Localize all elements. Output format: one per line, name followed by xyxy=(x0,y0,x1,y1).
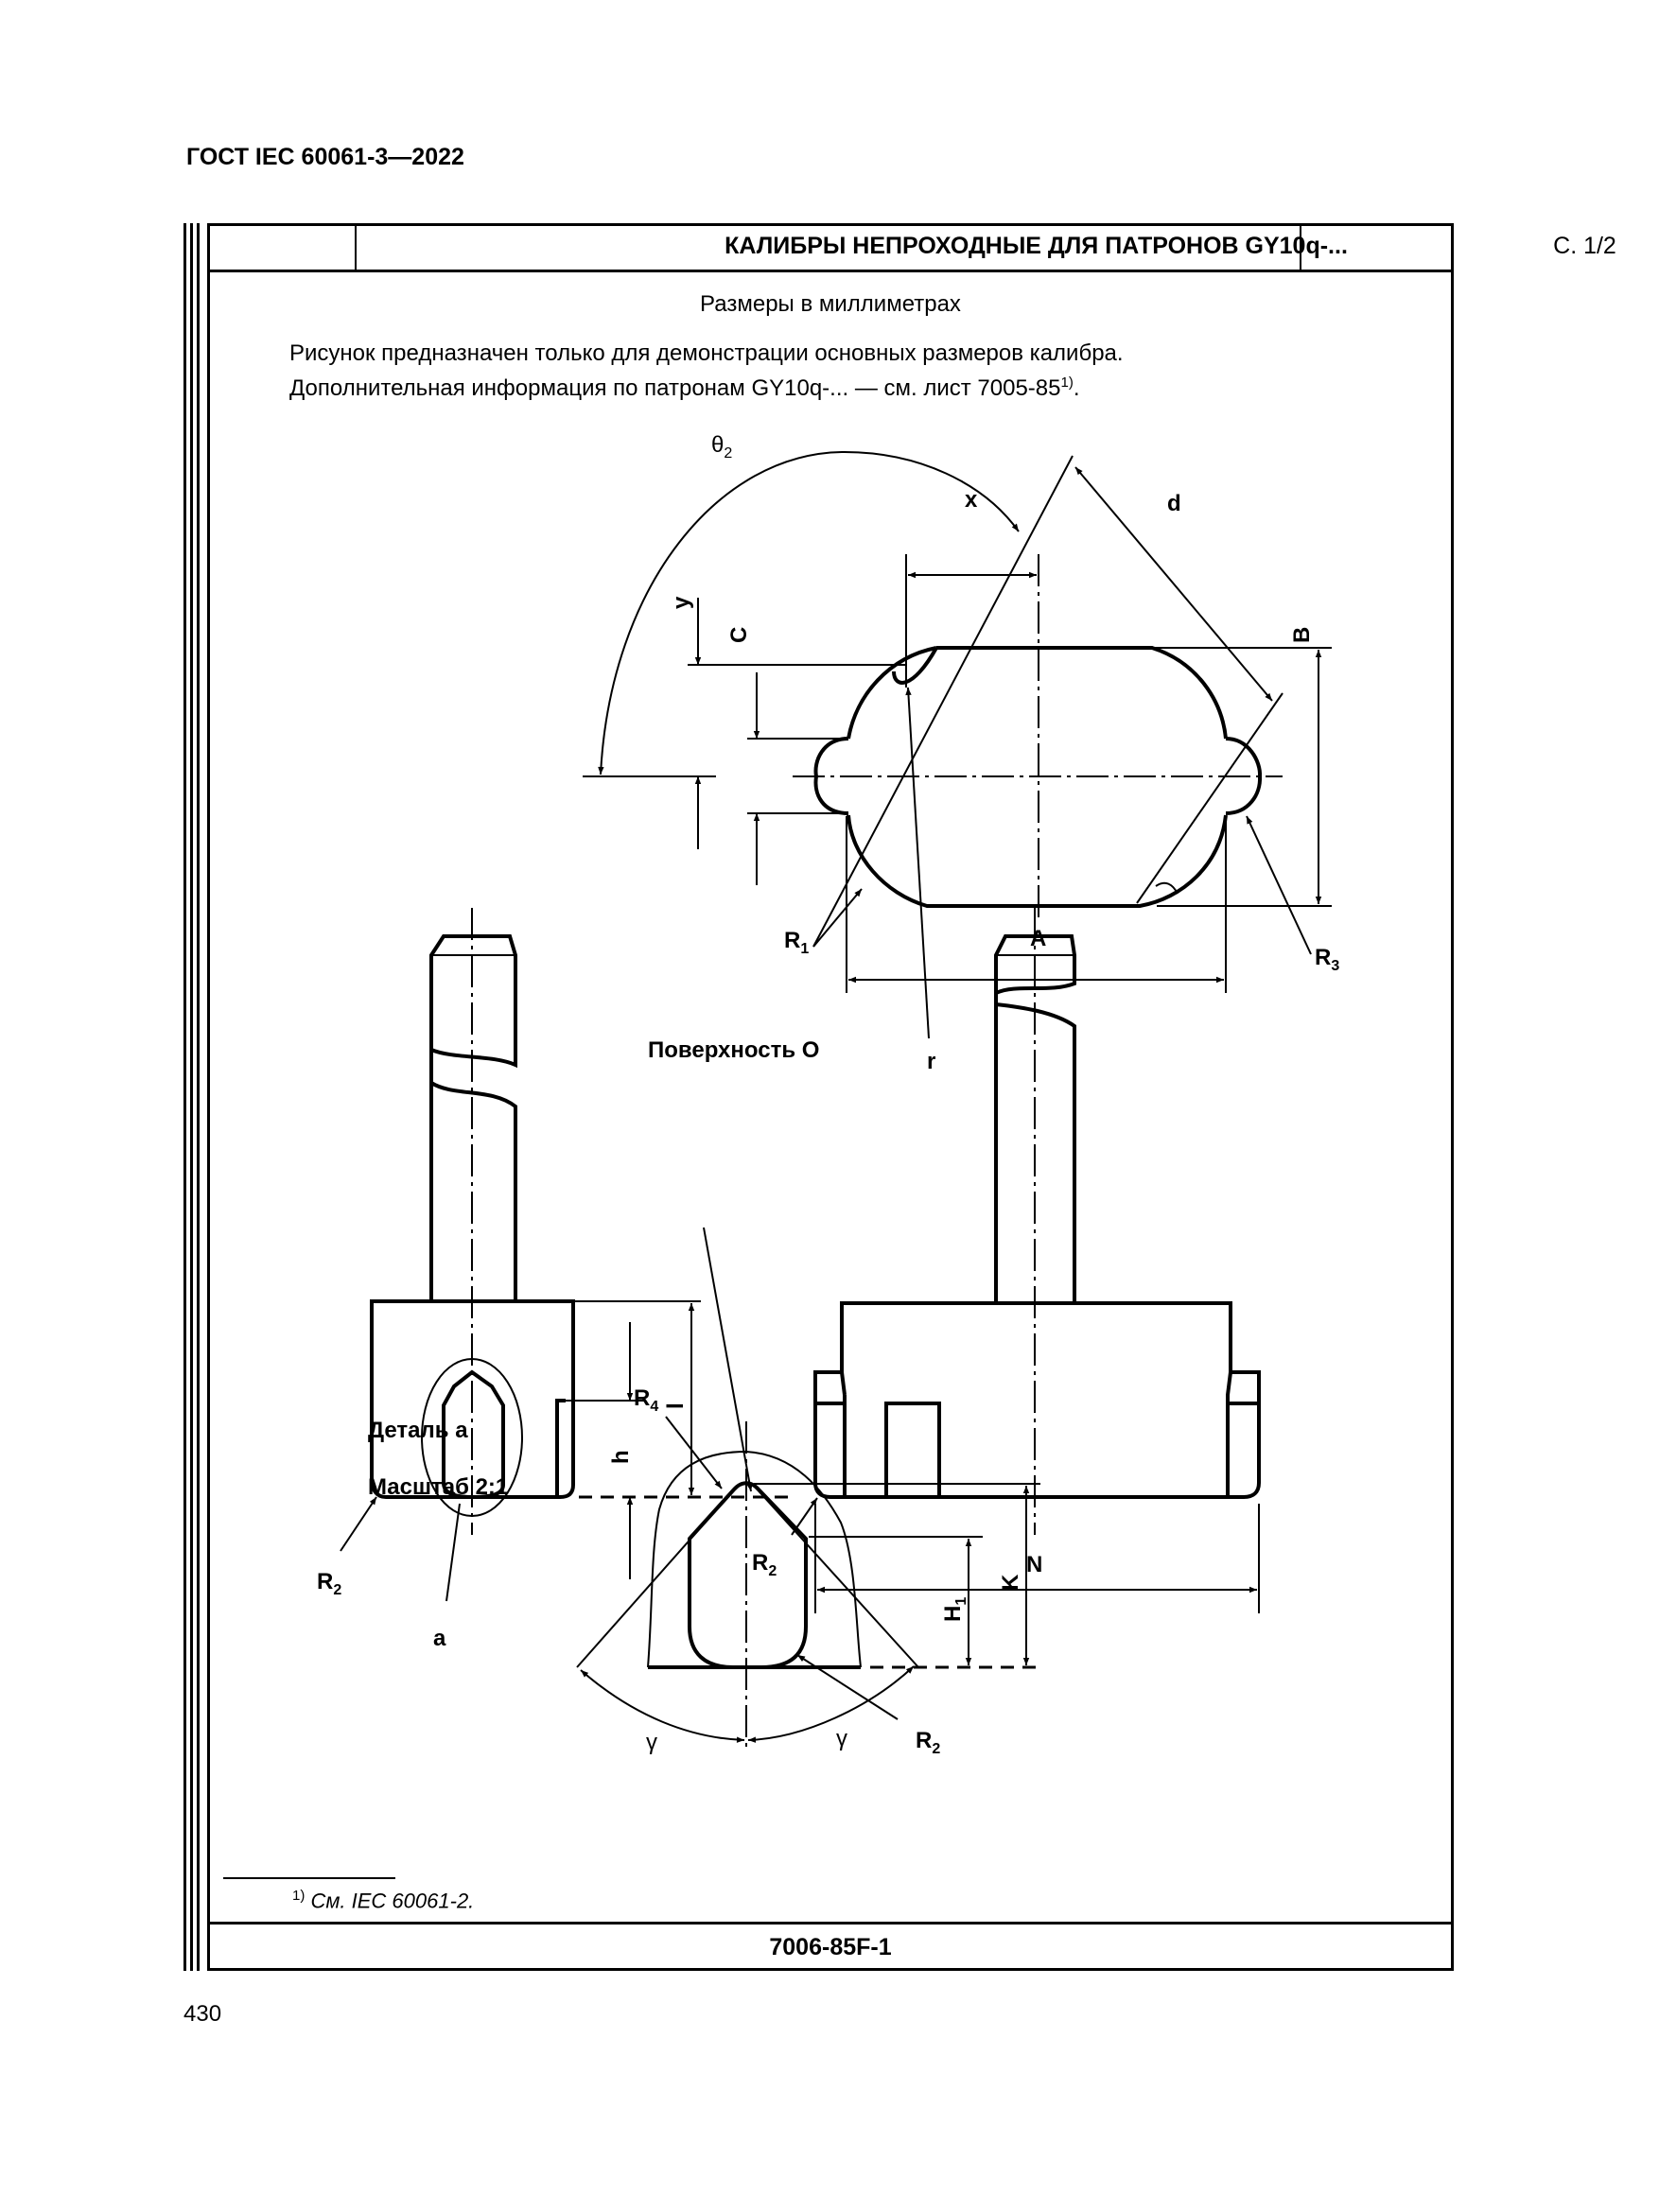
angle-line xyxy=(813,456,1073,947)
pin-profile xyxy=(690,1483,806,1667)
label-gamma-right: γ xyxy=(836,1726,847,1751)
label-h1: $H_1$ xyxy=(940,1596,969,1622)
paragraph-text: Дополнительная информация по патронам GY10q-... — см. лист 7005-85 xyxy=(289,375,1061,401)
label-k: K xyxy=(998,1574,1023,1591)
paragraph-end: . xyxy=(1073,375,1080,401)
r-leader xyxy=(908,688,929,1038)
page-number: 430 xyxy=(183,2001,222,2027)
detail-title: Деталь а xyxy=(368,1418,468,1443)
label-x: x xyxy=(965,487,978,513)
side-view-right xyxy=(752,908,1259,1613)
sheet-page: С. 1/2 xyxy=(1553,233,1616,259)
footer-row xyxy=(207,1922,1454,1971)
label-l: l xyxy=(663,1402,689,1409)
label-n: N xyxy=(1026,1552,1043,1577)
body-top xyxy=(842,1303,1231,1372)
sheet-code: 7006-85F-1 xyxy=(769,1934,892,1960)
label-a: a xyxy=(433,1626,446,1651)
side-view-left xyxy=(317,908,819,1651)
body-step xyxy=(557,1401,566,1497)
label-a: A xyxy=(1030,926,1047,951)
r3-leader xyxy=(1247,816,1311,954)
label-y: y xyxy=(669,596,694,609)
document-code: ГОСТ IEC 60061-3—2022 xyxy=(186,144,464,170)
label-r2: $R_2$ xyxy=(916,1728,941,1757)
footnote-mark: 1) xyxy=(292,1888,306,1904)
footnote-rule xyxy=(223,1877,395,1879)
label-r1: $R_1$ xyxy=(784,928,810,957)
sheet-title: КАЛИБРЫ НЕПРОХОДНЫЕ ДЛЯ ПАТРОНОВ GY10q-... xyxy=(725,233,1348,259)
label-h: h xyxy=(608,1450,634,1464)
label-theta2: $\theta_2$ xyxy=(711,432,733,462)
label-c: C xyxy=(726,626,752,643)
footnote-ref: 1) xyxy=(1060,374,1074,391)
stem xyxy=(431,936,515,1301)
label-surface-o: Поверхность О xyxy=(648,1037,820,1063)
angle-line xyxy=(577,1486,738,1667)
detail-scale: Масштаб 2:1 xyxy=(368,1474,509,1500)
label-r: r xyxy=(927,1049,936,1074)
label-r4: $R_4$ xyxy=(634,1385,659,1415)
a-leader xyxy=(446,1504,460,1601)
theta2-arc xyxy=(601,452,1019,775)
paragraph-line-1: Рисунок предназначен только для демонстрации основных размеров калибра. xyxy=(289,340,1124,366)
label-r2-left: $R_2$ xyxy=(317,1569,342,1598)
label-gamma-left: γ xyxy=(646,1730,657,1755)
r2-leader xyxy=(341,1497,376,1551)
dimensions-note: Размеры в миллиметрах xyxy=(700,291,961,317)
tangent-line xyxy=(1137,693,1283,903)
footnote xyxy=(292,1888,474,1913)
label-r3: $R_3$ xyxy=(1315,945,1340,974)
gamma-arc-left xyxy=(581,1670,744,1740)
r4-leader xyxy=(666,1417,722,1489)
r2-leader xyxy=(797,1655,898,1719)
label-b: B xyxy=(1289,626,1315,643)
body-base xyxy=(815,1372,1259,1497)
r1-leader xyxy=(813,889,862,947)
label-d: d xyxy=(1167,491,1181,516)
top-view xyxy=(583,432,1339,1074)
label-r2-right: $R_2$ xyxy=(752,1550,777,1579)
footnote-text: См. IEC 60061-2. xyxy=(305,1889,475,1913)
